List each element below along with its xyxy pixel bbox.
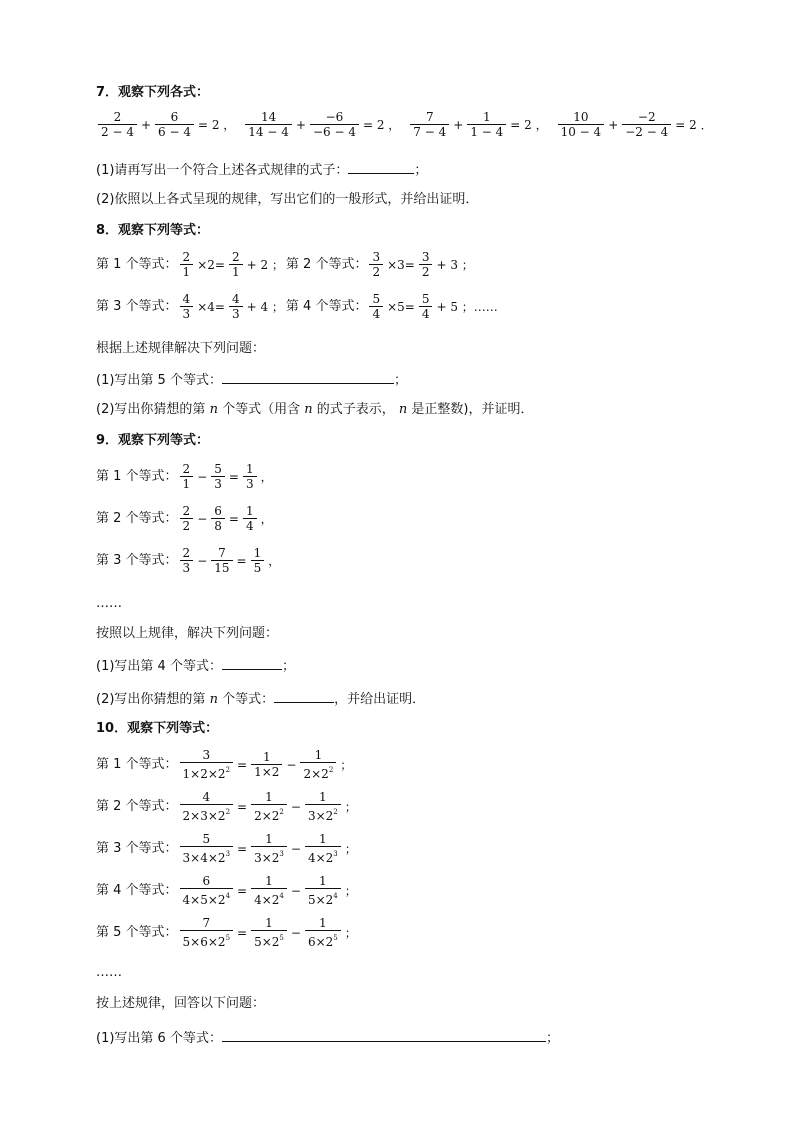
q10-row5: 第 5 个等式： $\frac{7}{5\times 6\times 2^5}$ = $\frac{1}{5\times 2^5}$ − $\frac{1}{6\times 2^5}$ ； <box>96 916 357 949</box>
q7-title: 7．观察下列各式： <box>96 85 210 100</box>
q9-answer-blank-2[interactable] <box>274 689 334 703</box>
q9-answer-blank-1[interactable] <box>222 656 282 670</box>
q7-part2: (2)依照以上各式呈现的规律，写出它们的一般形式，并给出证明． <box>96 192 479 207</box>
q10-answer-blank-1[interactable] <box>222 1028 546 1042</box>
q7-answer-blank-1[interactable] <box>348 160 414 174</box>
q10-part1: (1)写出第 6 个等式： ； <box>96 1028 559 1048</box>
q9-part2: (2)写出你猜想的第 n 个等式： ，并给出证明． <box>96 689 425 709</box>
q9-ellipsis: …… <box>96 596 122 611</box>
q7-eq2-frac-b: $\frac{-6}{-6 - 4}$ <box>310 110 359 139</box>
q9-intro: 按照以上规律，解决下列问题： <box>96 626 279 641</box>
q8-answer-blank-1[interactable] <box>222 370 394 384</box>
q9-part1: (1)写出第 4 个等式： ； <box>96 656 295 676</box>
q7-part1: (1)请再写出一个符合上述各式规律的式子： ； <box>96 160 427 180</box>
q9-title: 9．观察下列等式： <box>96 433 210 448</box>
q8-part1: (1)写出第 5 个等式： ； <box>96 370 407 390</box>
q8-row2: 第 3 个等式： $\frac{4}{3}$ ×4= $\frac{4}{3}$ + 4 ； 第 4 个等式： $\frac{5}{4}$ ×5= $\frac{5}{4}$ + 5 ；…… <box>96 292 498 321</box>
q9-row3: 第 3 个等式： $\frac{2}{3}$ − $\frac{7}{15}$ = $\frac{1}{5}$ ， <box>96 546 281 575</box>
q9-row1: 第 1 个等式： $\frac{2}{1}$ − $\frac{5}{3}$ = $\frac{1}{3}$ ， <box>96 462 273 491</box>
q8-title: 8．观察下列等式： <box>96 223 210 238</box>
q7-eq2-frac-a: $\frac{14}{14 - 4}$ <box>245 110 292 139</box>
q7-equations: $\frac{2}{2 - 4}$ + $\frac{6}{6 - 4}$ = 2 ， $\frac{14}{14 - 4}$ + $\frac{-6}{-6 - 4}$ = 2 ， $\frac{7}{7 - 4}$ + $\frac{1}{1 - 4}$ = 2 ， $\frac{10}{10 - 4}$ + $\frac{-2}{-2 - 4}$ = 2 ． <box>96 110 715 139</box>
q7-eq1-frac-b: $\frac{6}{6 - 4}$ <box>155 110 194 139</box>
q7-eq3-frac-b: $\frac{1}{1 - 4}$ <box>467 110 506 139</box>
q10-row3: 第 3 个等式： $\frac{5}{3\times 4\times 2^3}$ = $\frac{1}{3\times 2^3}$ − $\frac{1}{4\times 2^3}$ ； <box>96 832 357 865</box>
q10-row1: 第 1 个等式： $\frac{3}{1\times 2\times 2^2}$ = $\frac{1}{1\times 2}$ − $\frac{1}{2\times 2^2}$ ； <box>96 748 353 781</box>
q7-eq1-frac-a: $\frac{2}{2 - 4}$ <box>98 110 137 139</box>
q7-eq4-frac-b: $\frac{-2}{-2 - 4}$ <box>622 110 671 139</box>
q8-part2: (2)写出你猜想的第 n 个等式（用含 n 的式子表示， n 是正整数)，并证明． <box>96 402 534 417</box>
q10-row2: 第 2 个等式： $\frac{4}{2\times 3\times 2^2}$ = $\frac{1}{2\times 2^2}$ − $\frac{1}{3\times 2^2}$ ； <box>96 790 357 823</box>
q10-row4: 第 4 个等式： $\frac{6}{4\times 5\times 2^4}$ = $\frac{1}{4\times 2^4}$ − $\frac{1}{5\times 2^4}$ ； <box>96 874 357 907</box>
q8-intro: 根据上述规律解决下列问题： <box>96 341 266 356</box>
q8-row1: 第 1 个等式： $\frac{2}{1}$ ×2= $\frac{2}{1}$ + 2 ； 第 2 个等式： $\frac{3}{2}$ ×3= $\frac{3}{2}$ + 3 ； <box>96 250 474 279</box>
q10-ellipsis: …… <box>96 965 122 980</box>
q10-intro: 按上述规律，回答以下问题： <box>96 996 266 1011</box>
q9-row2: 第 2 个等式： $\frac{2}{2}$ − $\frac{6}{8}$ = $\frac{1}{4}$ ， <box>96 504 273 533</box>
q7-eq4-frac-a: $\frac{10}{10 - 4}$ <box>558 110 605 139</box>
q7-eq3-frac-a: $\frac{7}{7 - 4}$ <box>410 110 449 139</box>
q10-title: 10．观察下列等式： <box>96 721 219 736</box>
